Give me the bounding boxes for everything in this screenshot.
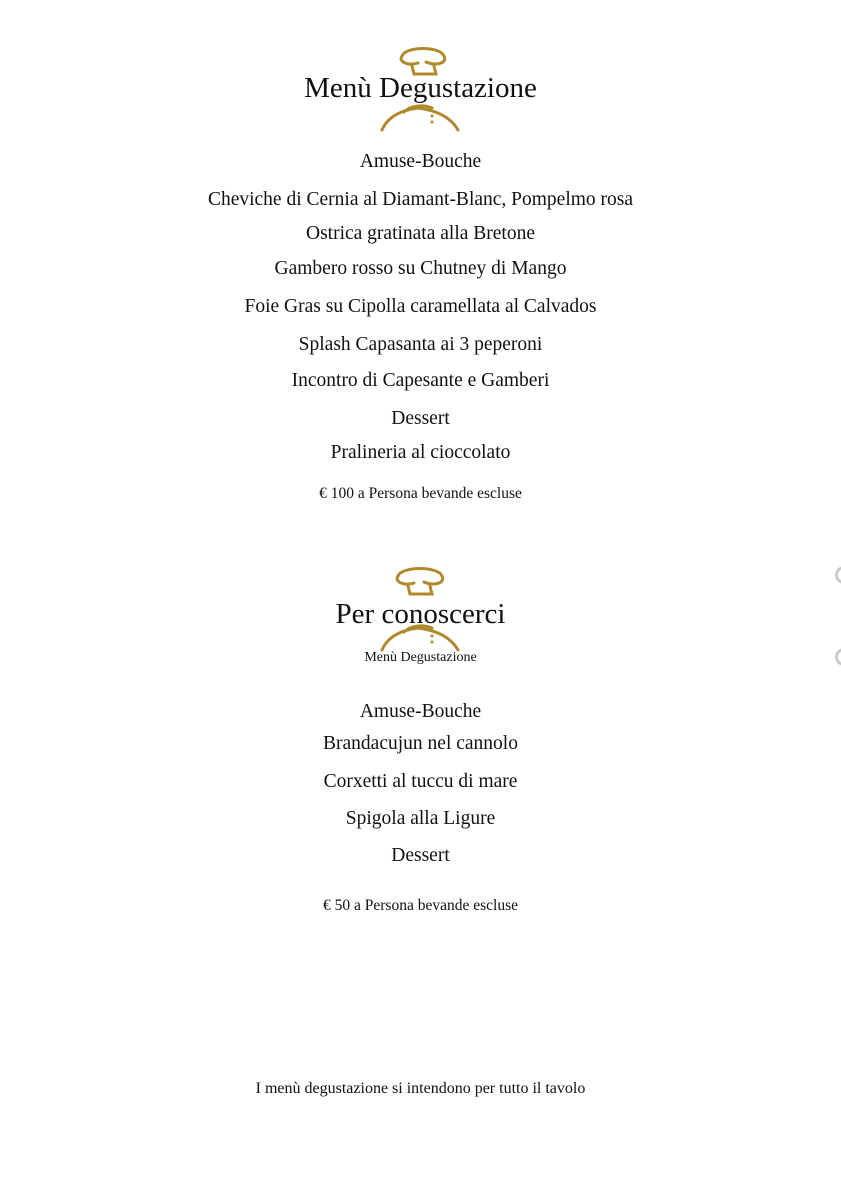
menu-item: Gambero rosso su Chutney di Mango [274, 258, 567, 279]
menu-item: Amuse-Bouche [359, 151, 482, 172]
menu-item: Amuse-Bouche [359, 701, 482, 722]
menu-title: Menù Degustazione [304, 72, 537, 104]
menu-item: Corxetti al tuccu di mare [323, 771, 518, 792]
menu-item: Cheviche di Cernia al Diamant-Blanc, Pompelmo rosa [207, 189, 634, 210]
menu-item: Splash Capasanta ai 3 peperoni [298, 334, 543, 355]
menu-price: € 50 a Persona bevande escluse [323, 897, 518, 914]
menu-item: Foie Gras su Cipolla caramellata al Calvados [244, 296, 597, 317]
menu-item: Dessert [391, 845, 450, 866]
menu-item: Dessert [391, 408, 450, 429]
menu-price: € 100 a Persona bevande escluse [319, 485, 522, 502]
menu-item: Brandacujun nel cannolo [323, 733, 518, 754]
menu-item: Ostrica gratinata alla Bretone [305, 223, 536, 244]
menu-item: Spigola alla Ligure [345, 808, 496, 829]
menu-item: Incontro di Capesante e Gamberi [291, 370, 550, 391]
menu-item: Pralineria al cioccolato [330, 442, 511, 463]
menu-title: Per conoscerci [335, 598, 506, 630]
footer-note: I menù degustazione si intendono per tutto il tavolo [255, 1080, 586, 1097]
edge-mark [835, 566, 841, 584]
menu-subtitle: Menù Degustazione [364, 650, 477, 665]
